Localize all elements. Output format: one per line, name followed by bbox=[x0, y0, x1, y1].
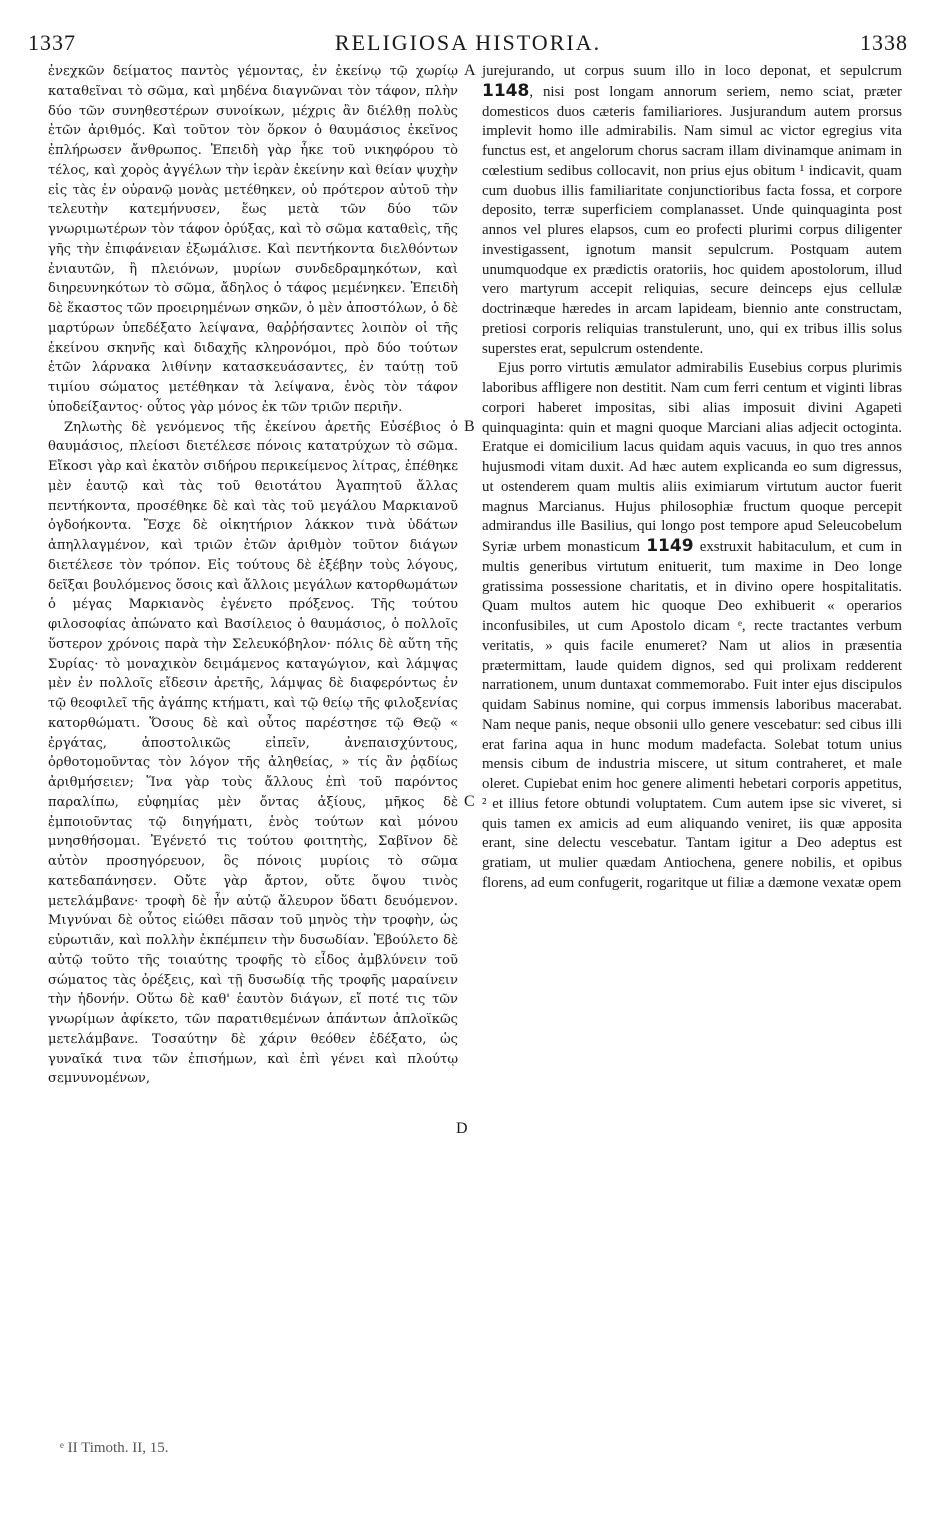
latin-text: Ejus porro virtutis æmulator admirabilis Eusebius corpus plurimis laboribus affligere non destitit. Nam cum ferri centum et viginti libras corpori haberet impositas, sibi alias imposuit divini Agapeti quinquaginta: quin et magni quoque Marciani alias adjecit octoginta. Eratque ei domicilium lacus quidam aquis vacuus, in quo tres annos hujusmodi vitam duxit. Ad hæc autem explicanda eo sum digressus, ut ostenderem quam multis aliis eximiarum virtutum auctor fuerit magnus Marcianus. Hujus philosophiæ fructum quoque percepit admirandus ille Basilius, qui longo post tempore apud Seleucobelum Syriæ urbem monasticum bbox=[482, 360, 902, 555]
latin-column bbox=[482, 62, 902, 894]
footnote: ᵉ II Timoth. II, 15. bbox=[60, 1440, 169, 1456]
page-number-left: 1337 bbox=[28, 30, 76, 55]
latin-paragraph-1 bbox=[482, 62, 902, 359]
latin-paragraph-2 bbox=[482, 359, 902, 893]
section-marker-a: A bbox=[464, 62, 476, 79]
running-title: RELIGIOSA HISTORIA. bbox=[334, 30, 602, 55]
page-header bbox=[28, 30, 908, 56]
latin-text: exstruxit habitaculum, et cum in multis generibus virtutum enituerit, tum maxime in Deo longe gratissima possessione charitatis, et in divino opere hospitalitatis. Quam multos autem hic quoque Deo exhibuerit « operarios inconfusibiles, ut cum Apostolo dicam ᵉ, recte tractantes verbum veritatis, » quis facile enumeret? Nam ut alios in præsentia prætermittam, laude quidem dignos, sed qui prolixam redderent narrationem, unum duntaxat commemorabo. Fuit inter ejus discipulos quidam Sabinus nomine, qui corpus immensis laboribus macerabat. Nam neque panis, neque obsonii ullo genere vescebatur: sed cibus illi erat farina aqua in hunc modum madefacta. Solebat totum unius mensis cibum de industria miscere, ut situm contraheret, et male oleret. Cupiebat enim hoc genere alimenti hebetari corporis appetitus, ² et illius fetore obtundi voluptatem. Cum autem ipse sic viveret, si quis tamen ex amicis ad eum aliquando veniret, iis quæ apposita erant, sine delectu vescebatur. Tantam igitur a Deo adeptus est gratiam, ut mulier quædam Antiochena, genere nobilis, et opibus florens, ad eum confugerit, rogaritque ut filiæ a dæmone vexatæ opem bbox=[482, 539, 902, 891]
column-number-1149: 1149 bbox=[646, 536, 694, 556]
greek-paragraph-1: ἐνεχκῶν δείματος παντὸς γέμοντας, ἐν ἐκείνῳ τῷ χωρίῳ καταθεῖναι τὸ σῶμα, καὶ μηδένα διαγνῶναι τὸν τάφον, πλὴν δύο τῶν συνηθεστέρων συνοίκων, μέχρις ἂν διέλθῃ πολὺς ἐτῶν ἀριθμός. Καὶ τοῦτον τὸν ὅρκον ὁ θαυμάσιος ἐκεῖνος ἐπλήρωσεν ἄνθρωπος. Ἐπειδὴ γὰρ ἧκε τοῦ νικηφόρου τὸ τέλος, καὶ χορὸς ἀγγέλων τὴν ἱερὰν ἐκείνην καὶ θείαν ψυχὴν εἰς τὰς ἐν οὐρανῷ μονὰς μετέθηκεν, οὐ πρότερον αὐτοῦ τὴν τελευτὴν κατεμήνυσεν, ἕως μετὰ τῶν δύο τῶν γνωριμωτέρων τὸν τάφον ὀρύξας, καὶ τὸ σῶμα καταθεὶς, τῆς γῆς τὴν ἐπιφάνειαν ἐξωμάλισε. Καὶ πεντήκοντα διελθόντων ἐνιαυτῶν, ἢ πλειόνων, μυρίων συνδεδραμηκότων, καὶ διηρευνηκότων τὸ σῶμα, ἄδηλος ὁ τάφος μεμένηκεν. Ἐπειδὴ δὲ ἕκαστος τῶν προειρημένων σηκῶν, ὁ μὲν ἀποστόλων, ὁ δὲ μαρτύρων ὑπεδέξατο λείψανα, θαῤῥήσαντες λοιπὸν οἱ τῆς ἐκείνου σκηνῆς καὶ διδαχῆς κληρονόμοι, πρὸ δύο τούτων ἐτῶν λάρνακα λιθίνην κατασκευάσαντες, ἐν ταύτῃ τοῦ τιμίου σώματος μετέθηκαν τὰ λείψανα, ἑνὸς τὸν τάφον ὑποδείξαντος· οὗτος γὰρ μόνος ἐκ τῶν τριῶν περιῆν. bbox=[48, 64, 458, 415]
page-number-right: 1338 bbox=[860, 30, 908, 55]
column-number-1148: 1148 bbox=[482, 80, 530, 101]
section-marker-d: D bbox=[456, 1120, 468, 1137]
greek-paragraph-2: Ζηλωτὴς δὲ γενόμενος τῆς ἐκείνου ἀρετῆς Εὐσέβιος ὁ θαυμάσιος, πλείοσι διετέλεσε πόνοις κατατρύχων τὸ σῶμα. Εἴκοσι γὰρ καὶ ἑκατὸν σιδήρου περικείμενος λίτρας, ἐπέθηκε μὲν ἑαυτῷ καὶ τὰς τοῦ θειοτάτου Ἀγαπητοῦ ἄλλας πεντήκοντα, προσέθηκε δὲ καὶ τὰς τοῦ μεγάλου Μαρκιανοῦ ὀγδοήκοντα. Ἔσχε δὲ οἰκητήριον λάκκον τινὰ ὑδάτων ἀπηλλαγμένον, καὶ τριῶν ἐτῶν ἀριθμὸν τοῦτον διάγων διετέλεσε τὸν τρόπον. Εἰς τούτους δὲ ἐξέβην τοὺς λόγους, δεῖξαι βουλόμενος ὅσοις καὶ ἄλλοις μεγάλων κατορθωμάτων ὁ μέγας Μαρκιανὸς ἐγένετο πρόξενος. Τῆς τούτου φιλοσοφίας ἀπώνατο καὶ Βασίλειος ὁ θαυμάσιος, ὁ πολλοῖς ὕστερον χρόνοις παρὰ τὴν Σελευκόβηλον· πόλις δὲ αὕτη τῆς Συρίας· τὸ μοναχικὸν δειμάμενος καταγώγιον, καὶ λάμψας μὲν ἐν πολλοῖς εἴδεσιν ἀρετῆς, λάμψας δὲ διαφερόντως ἐν τῷ θεοφιλεῖ τῆς ἀγάπης κτήματι, καὶ τῷ θείῳ τῆς φιλοξενίας κατορθώματι. Ὅσους δὲ καὶ οὗτος παρέστησε τῷ Θεῷ « ἐργάτας, ἀποστολικῶς εἰπεῖν, ἀνεπαισχύντους, ὀρθοτομοῦντας τὸν λόγον τῆς ἀληθείας, » τίς ἂν ῥᾳδίως ἀριθμήσειεν; Ἵνα γὰρ τοὺς ἄλλους ἐπὶ τοῦ παρόντος παραλίπω, εὐφημίας μὲν ὄντας ἀξίους, μῆκος δὲ ἐμποιοῦντας τῷ διηγήματι, ἑνὸς τούτων καὶ μόνου μνησθήσομαι. Ἐγένετό τις τούτου φοιτητὴς, Σαβῖνον δὲ αὐτὸν προσηγόρευον, ὃς πόνοις μυρίοις τὸ σῶμα κατεδαπάνησεν. Οὔτε γὰρ ἄρτον, οὔτε ὄψου τινὸς μετελάμβανε· τροφὴ δὲ ἦν αὐτῷ ἄλευρον ὕδατι δευόμενον. Μιγνύναι δὲ οὗτος εἰώθει πᾶσαν τοῦ μηνὸς τὴν τροφὴν, ὡς εὐρωτιᾶν, καὶ πολλὴν ἐκπέμπειν τὴν δυσωδίαν. Ἐβούλετο δὲ αὐτῷ τοῦτο τῆς τοιαύτης τροφῆς τὸ εἶδος ἀμβλύνειν τοῦ σώματος τὰς ὀρέξεις, καὶ τῇ δυσωδίᾳ τῆς τροφῆς μαραίνειν τὴν ἡδονήν. Οὕτω δὲ καθ' ἑαυτὸν διάγων, εἴ ποτέ τις τῶν γνωρίμων ἀφίκετο, τῶν παρατιθεμένων ἁπάντων ἀπλοϊκῶς μετελάμβανε. Τοσαύτην δὲ χάριν θεόθεν ἐδέξατο, ὡς γυναῖκά τινα τῶν ἐπισήμων, καὶ ἐπὶ γένει καὶ πλούτῳ σεμνυνομένων, bbox=[48, 419, 458, 1087]
latin-text: , nisi post longam annorum seriem, nemo sciat, præter domesticos duos cæteris familiariores. Jusjurandum autem prorsus implevit homo ille admirabilis. Nam simul ac victor egregius vita functus est, et angelorum chorus sacram illam divinamque animam in cœlestium sedibus collocavit, non prius ejus obitum ¹ indicavit, quam cum duobus illis familiaritate conjunctioribus facta fossa, et corpore deposito, terræ superficiem complanasset. Unde quinquaginta post annos vel plures elapsos, cum eo profecti plurimi corpus diligenter investigassent, ignotum mansit sepulcrum. Postquam autem unumquodque ex prædictis oratoriis, hoc quidem apostolorum, illud vero martyrum accepit reliquias, secure deinceps ejus cellulæ doctrinæque hæredes in arcam lapideam, biennio ante constructam, pretiosi corporis reliquias transtulerunt, uno, qui ex tribus illis solus superstes erat, sepulcrum ostendente. bbox=[482, 83, 902, 357]
section-marker-b: B bbox=[464, 418, 475, 435]
greek-column bbox=[48, 62, 458, 1089]
latin-text: jurejurando, ut corpus suum illo in loco deponat, et sepulcrum bbox=[482, 63, 902, 79]
section-marker-c: C bbox=[464, 793, 475, 810]
